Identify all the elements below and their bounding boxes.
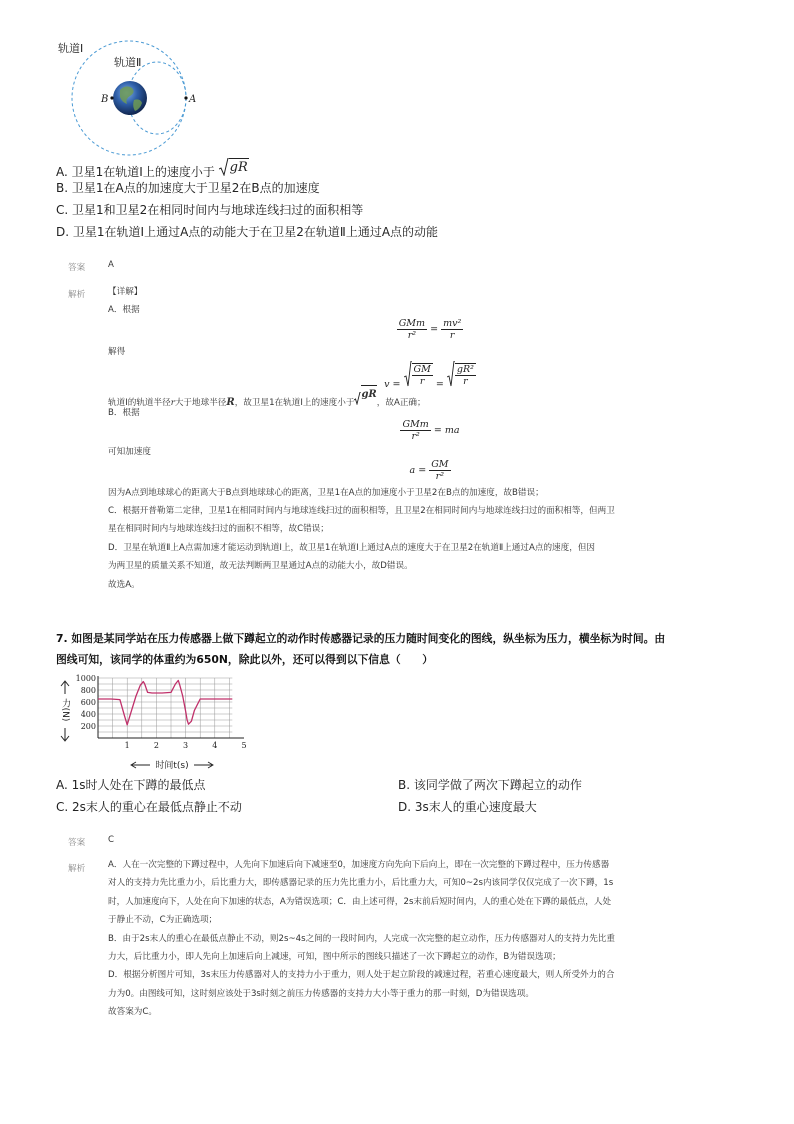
q7-stem-line2: 图线可知，该同学的体重约为650N，除此以外，还可以得到以下信息（ ） (56, 653, 434, 666)
x-tick-label: 5 (241, 741, 247, 750)
option-letter: C. (56, 203, 69, 217)
var-a: a (409, 465, 416, 476)
q7-option-d[interactable] (398, 799, 537, 816)
y-tick-label: 600 (80, 698, 96, 707)
frac-den: r (463, 376, 468, 387)
question-number: 7. (56, 632, 68, 645)
q6-answer-label: 答案 (68, 263, 86, 273)
expr-ma: ma (444, 425, 460, 436)
frac-num: GM (431, 459, 449, 470)
option-letter: A. (56, 165, 68, 179)
analysis-line: 力大，后比重力小，即人先向上加速后向上减速，可知，图中所示的图线只描述了一次下蹲起立的动作，B为错误选项； (108, 952, 561, 963)
option-text: 1s时人处在下蹲的最低点 (71, 778, 206, 792)
text-segment: ，故卫星1在轨道Ⅰ上的速度小于 (234, 397, 355, 408)
option-text: 卫星1在轨道Ⅰ上通过A点的动能大于在卫星2在轨道Ⅱ上通过A点的动能 (72, 225, 439, 239)
sqrt-sign-icon (219, 158, 229, 176)
frac-num: gR² (456, 364, 474, 375)
option-letter: D. (398, 800, 412, 814)
q7-option-a[interactable] (56, 777, 206, 794)
text-segment: 大于地球半径 (174, 397, 227, 408)
point-b-label: B (101, 94, 109, 105)
option-text: 3s末人的重心速度最大 (414, 800, 537, 814)
y-tick-label: 800 (80, 686, 96, 695)
stem-text: 如图是某同学站在压力传感器上做下蹲起立的动作时传感器记录的压力随时间变化的图线，纵坐标为压力，横坐标为时间。由 (71, 632, 666, 645)
frac-den: r (449, 330, 455, 341)
x-axis-label: 时间t(s) (155, 761, 189, 771)
q6-option-b[interactable] (56, 180, 320, 197)
analysis-line: 对人的支持力先比重力小，后比重力大，即传感器记录的压力先比重力小，后比重力大，可知0~2s内该同学仅仅完成了一次下蹲，1s (108, 878, 614, 889)
option-text: 该同学做了两次下蹲起立的动作 (413, 778, 582, 792)
text-segment: ，故A正确； (376, 397, 426, 408)
sqrt-gr-formula (219, 158, 249, 176)
formula-newton-second: $\frac{\text{GMm}}{\text{r²}}$ = ma (402, 419, 460, 442)
q6-c-line2: 星在相同时间内与地球连线扫过的面积不相等，故C错误； (108, 524, 329, 534)
x-tick-label: 2 (153, 741, 159, 750)
q6-analysis-label: 解析 (68, 290, 86, 300)
frac-num: GMm (402, 419, 429, 430)
analysis-line: 故答案为C。 (108, 1007, 157, 1018)
text-segment: 轨道Ⅰ的轨道半径 (108, 397, 171, 408)
q6-b-conclusion: 因为A点到地球球心的距离大于B点到地球球心的距离，卫星1在A点的加速度小于卫星2在B点的加速度，故B错误； (108, 488, 544, 498)
q7-analysis-label: 解析 (68, 864, 86, 874)
frac-num: GM (413, 364, 431, 375)
y-axis-label: 力(N) (60, 698, 70, 722)
option-letter: B. (56, 181, 69, 195)
x-tick-label: 4 (212, 741, 218, 750)
formula-gravity-centripetal: $\frac{\text{GMm}}{\text{r²}}$ = $\frac{\text{mv²}}{r}$ (398, 318, 462, 341)
down-arrow-icon (61, 728, 69, 741)
up-arrow-icon (61, 681, 69, 694)
q6-solve: 解得 (108, 347, 126, 357)
q7-analysis (108, 856, 748, 1022)
q7-answer-label: 答案 (68, 838, 86, 848)
analysis-line: D．根据分析图片可知，3s末压力传感器对人的支持力小于重力，则人处于起立阶段的减速过程，若重心速度最大，则人所受外力的合 (108, 970, 615, 981)
q6-c-line1: C．根据开普勒第二定律，卫星1在相同时间内与地球连线扫过的面积相等，且卫星2在相同时间内与地球连线扫过的面积相等，但两卫 (108, 506, 615, 516)
q6-answer-value: A (108, 260, 114, 270)
force-time-chart (54, 672, 254, 772)
sqrt-sign-icon (447, 361, 455, 387)
y-tick-label: 400 (80, 710, 96, 719)
orbit-2-label: 轨道Ⅱ (114, 56, 142, 69)
var-v: v (384, 379, 390, 390)
point-a-label: A (189, 94, 197, 105)
earth-image (113, 81, 147, 115)
q7-stem-line1 (56, 629, 665, 649)
q7-option-b[interactable] (398, 777, 582, 794)
q6-option-c[interactable] (56, 202, 363, 219)
frac-den: r (419, 376, 425, 387)
orbit-figure (54, 36, 214, 164)
x-tick-label: 1 (124, 741, 130, 750)
frac-num: GMm (398, 318, 426, 329)
option-text: 卫星1在轨道Ⅰ上的速度小于 (71, 165, 215, 179)
y-tick-label: 200 (80, 722, 96, 731)
point-a-dot (184, 96, 187, 99)
var-R: R (226, 396, 235, 408)
right-arrow-icon (194, 762, 213, 768)
q6-final: 故选A。 (108, 580, 140, 590)
q7-option-c[interactable] (56, 799, 242, 816)
q6-option-a[interactable] (56, 158, 249, 181)
option-text: 卫星1在A点的加速度大于卫星2在B点的加速度 (71, 181, 320, 195)
var-r: r (170, 397, 175, 408)
frac-den: r² (435, 471, 445, 482)
analysis-line: A．人在一次完整的下蹲过程中，人先向下加速后向下减速至0，加速度方向先向下后向上，即在一次完整的下蹲过程中，压力传感器 (108, 860, 610, 870)
frac-num: mv² (443, 318, 462, 329)
option-letter: B. (398, 778, 411, 792)
analysis-line: B．由于2s末人的重心在最低点静止不动，则2s~4s之间的一段时间内，人完成一次完整的起立动作，压力传感器对人的支持力先比重 (108, 933, 615, 944)
frac-den: r² (407, 330, 417, 341)
formula-acceleration: a = $\frac{GM}{\text{r²}}$ (409, 459, 449, 482)
chart-series (98, 680, 232, 724)
q6-d-line1: D．卫星在轨道Ⅱ上A点需加速才能运动到轨道Ⅰ上，故卫星1在轨道Ⅰ上通过A点的速度大于在卫星2在轨道Ⅱ上通过A点的速度，但因 (108, 543, 596, 553)
y-tick-label: 1000 (75, 674, 96, 683)
sqrt-radicand: gR (229, 160, 248, 175)
frac-den: r² (411, 431, 420, 442)
sqrt-sign-icon (404, 361, 412, 387)
left-arrow-icon (131, 762, 150, 768)
option-letter: D. (56, 225, 70, 239)
q6-orbit-radius-line (108, 385, 426, 413)
sqrt-radicand: gR (361, 385, 376, 405)
analysis-line: 时，人加速度向下，人处在向下加速的状态，A为错误选项；C．由上述可得，2s末前后短时间内，人的重心处在下蹲的最低点，人处 (108, 896, 612, 907)
q6-a-basis: A．根据 (108, 305, 140, 315)
option-letter: A. (56, 778, 68, 792)
q6-d-line2: 为两卫星的质量关系不知道，故无法判断两卫星通过A点的动能大小，故D错误。 (108, 561, 413, 571)
q6-accel-known: 可知加速度 (108, 447, 151, 457)
x-tick-label: 3 (183, 741, 189, 750)
sqrt-sign-icon (354, 392, 361, 405)
analysis-line: 力为0。由图线可知，这时刻应该处于3s时刻之前压力传感器的支持力大小等于重力的那一时刻，D为错误选项。 (108, 988, 534, 999)
q6-detail-header: 【详解】 (108, 287, 143, 297)
point-b-dot (110, 96, 113, 99)
q6-option-d[interactable] (56, 224, 438, 241)
chart-ticks (60, 674, 247, 771)
option-text: 2s末人的重心在最低点静止不动 (72, 800, 242, 814)
analysis-line: 于静止不动，C为正确选项； (108, 915, 218, 926)
q7-answer-value: C (108, 835, 115, 845)
q6-b-basis: B．根据 (108, 408, 140, 418)
orbit-1-label: 轨道Ⅰ (58, 42, 84, 55)
formula-velocity: v = $\frac{GM}{r}$ = $\frac{\text{gR²}}{r}$ (60, 361, 794, 390)
option-text: 卫星1和卫星2在相同时间内与地球连线扫过的面积相等 (72, 203, 364, 217)
force-series-line (98, 680, 232, 724)
option-letter: C. (56, 800, 69, 814)
chart-grid (98, 678, 232, 738)
